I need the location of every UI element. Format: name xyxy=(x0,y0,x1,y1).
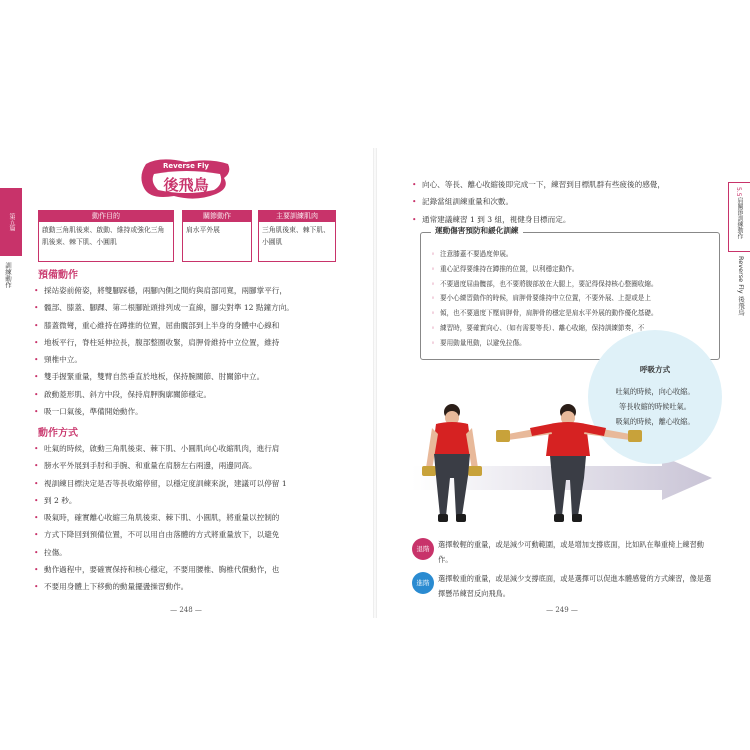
page-number: — 249 — xyxy=(546,606,578,614)
list-item: • 記錄當組訓練重量和次數。 xyxy=(412,193,722,210)
list-item: ◦ 要用動量甩動，以避免拉傷。 xyxy=(431,336,715,351)
method-list xyxy=(34,440,346,596)
info-body: 肩水平外展 xyxy=(182,222,252,262)
list-item: ◦ 練習時，要確實向心、（如有需要等長）、離心收縮，保持訓練節奏，不 xyxy=(431,321,715,336)
regression-text: 選擇較輕的重量，或是減少可動範圍，或是增加支撐底面，比如趴在舉重椅上練習動作。 xyxy=(438,540,704,564)
end-pose-figure xyxy=(494,398,644,528)
left-page xyxy=(0,148,374,618)
progression-tip xyxy=(412,572,712,601)
info-col-muscles xyxy=(258,210,336,262)
list-item: ◦ 要小心練習動作的時候，肩胛骨要維持中立位置，不要外展、上提或是上 xyxy=(431,291,715,306)
breathing-line: 吐氣的時候，向心收縮。 xyxy=(615,387,695,396)
list-item: • 方式下降回到預備位置，不可以用自由落體的方式將重量放下，以避免 xyxy=(34,526,346,543)
info-header: 動作目的 xyxy=(38,210,174,222)
list-item: • 通常建議練習 1 到 3 組，視健身目標而定。 xyxy=(412,211,722,228)
info-header: 主要訓練肌肉 xyxy=(258,210,336,222)
list-item: • 膀水平外展到手肘和手腕、和重量在肩膀左右兩邊，兩邊同高。 xyxy=(34,457,346,474)
list-item: ◦ 傾，也不要過度下壓肩胛骨，肩胛骨的穩定是肩水平外展的動作優化基礎。 xyxy=(431,306,715,321)
list-item: • 視訓練目標決定是否等長收縮停留，以穩定度訓練來說，建議可以停留 1 xyxy=(34,475,346,492)
list-item: • 頸椎中立。 xyxy=(34,351,346,368)
list-item: • 不要用身體上下移動的動量擺盪操習動作。 xyxy=(34,578,346,595)
info-col-purpose xyxy=(38,210,174,262)
progression-badge: 進階 xyxy=(412,572,434,594)
list-item: ◦ 注意膝蓋不要過度伸展。 xyxy=(431,247,715,262)
info-body: 啟動三角肌後束、啟動、維持或強化三角肌後束、棘下肌、小圓肌 xyxy=(38,222,174,262)
side-label: Reverse Fly 後飛鳥 xyxy=(737,256,745,316)
list-item: • 向心、等長、離心收縮後即完成一下，練習到目標肌群有些疲後的感覺， xyxy=(412,176,722,193)
regression-badge: 退階 xyxy=(412,538,434,560)
list-item: • 地板平行，脊柱延伸拉長，腹部整圈收緊，肩胛骨維持中立位置，維持 xyxy=(34,334,346,351)
list-item: ◦ 重心記得要維持在蹲推的位置，以利穩定動作。 xyxy=(431,262,715,277)
list-item: • 膝蓋微彎，重心維持在蹲推的位置，屈曲髖部到上半身的身體中心線和 xyxy=(34,317,346,334)
page-number: — 248 — xyxy=(170,606,202,614)
section-number: 5.5 xyxy=(735,187,742,197)
chapter-label: 訓練動作 xyxy=(4,262,12,288)
prep-title: 預備動作 xyxy=(38,270,78,281)
prep-list xyxy=(34,282,346,420)
top-list xyxy=(412,176,722,228)
injury-prevention-title: 運動傷害預防和緩化訓練 xyxy=(431,225,523,236)
title-en: Reverse Fly xyxy=(163,162,209,170)
list-item: ◦ 不要過度屈曲髖部，也不要將腹部放在大腿上，要記得保持核心整圈收縮。 xyxy=(431,277,715,292)
regression-tip xyxy=(412,538,712,567)
list-item: • 啟動菱形肌、斜方中段，保持肩胛胸廓關節穩定。 xyxy=(34,386,346,403)
list-item: • 髖部、膝蓋、腳踝、第二根腳趾頭排列成一直線，腳尖對準 12 點鐘方向。 xyxy=(34,299,346,316)
list-item: • 到 2 秒。 xyxy=(34,492,346,509)
info-body: 三角肌後束、棘下肌、小圓肌 xyxy=(258,222,336,262)
breathing-line: 等長收縮的時候吐氣。 xyxy=(619,402,691,412)
info-header: 關節動作 xyxy=(182,210,252,222)
title-zh: 後飛鳥 xyxy=(163,176,209,194)
info-col-joint xyxy=(182,210,252,262)
book-gutter xyxy=(373,148,377,618)
section-tab xyxy=(728,182,750,252)
title-splash xyxy=(140,158,232,200)
start-pose-figure xyxy=(418,398,488,528)
list-item: • 採站姿前俯姿，將雙腳踩穩，兩腳內側之間約與肩部同寬，兩腳掌平行， xyxy=(34,282,346,299)
section-label: 肩關節訓練動作 xyxy=(736,197,743,239)
progression-text: 選擇較重的重量，或是減少支撐底面，或是選擇可以促進本體感覺的方式練習，像是選擇懸吊練習反向飛鳥。 xyxy=(438,574,712,598)
breathing-line: 吸氣的時候，離心收縮。 xyxy=(615,417,695,427)
list-item: • 吸一口氣後，準備開始動作。 xyxy=(34,403,346,420)
list-item: • 動作過程中，要確實保持和核心穩定，不要用腰椎、胸椎代償動作，也 xyxy=(34,561,346,578)
method-title: 動作方式 xyxy=(38,428,78,439)
right-page xyxy=(376,148,750,618)
list-item: • 吸氣時，確實離心收縮三角肌後束、棘下肌、小圓肌，將重量以控制的 xyxy=(34,509,346,526)
list-item: • 拉傷。 xyxy=(34,544,346,561)
breathing-title: 呼吸方式 xyxy=(639,365,671,374)
list-item: • 吐氣的時候，啟動三角肌後束、棘下肌、小圓肌向心收縮肌肉，進行肩 xyxy=(34,440,346,457)
list-item: • 雙手握緊重量，雙臂自然垂直於地板，保持腕關節、肘關節中立。 xyxy=(34,368,346,385)
chapter-tab: 第五篇 xyxy=(0,188,22,256)
